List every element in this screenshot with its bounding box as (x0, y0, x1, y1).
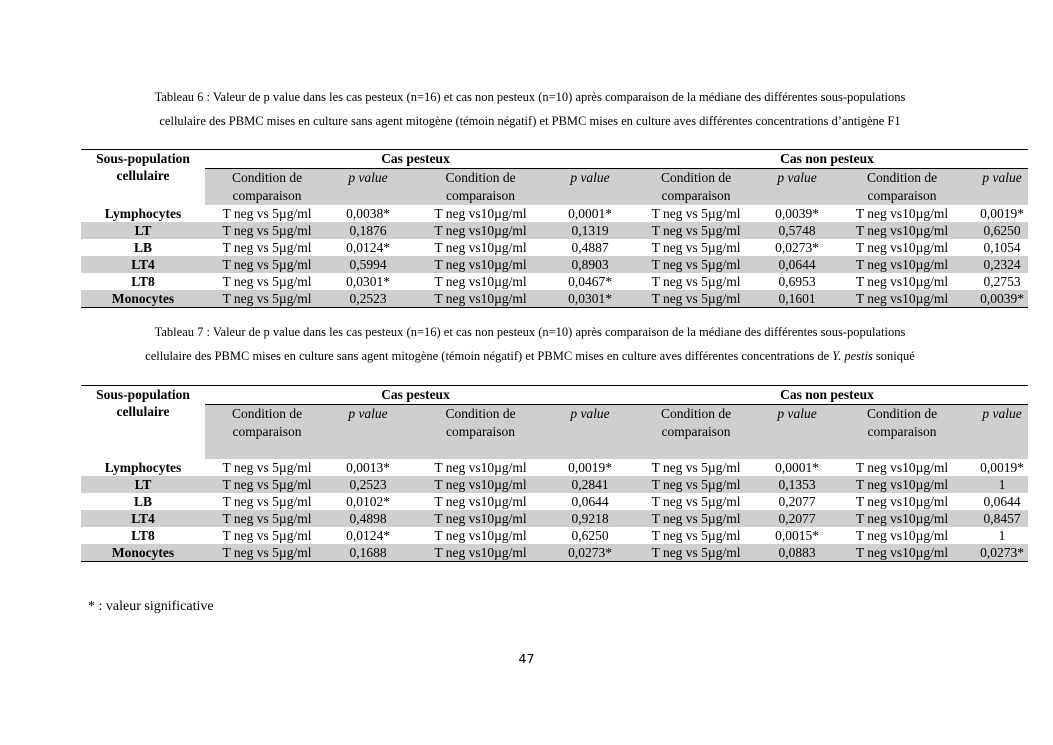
condition-cell: T neg vs10µg/ml (407, 256, 554, 273)
population-cell: Monocytes (81, 544, 205, 562)
pvalue-cell: 0,0273* (554, 544, 626, 562)
pvalue-cell: 0,0301* (346, 274, 390, 289)
condition-cell: T neg vs 5µg/ml (205, 510, 329, 527)
table-row (81, 205, 1028, 222)
pvalue-cell: 0,6250 (976, 222, 1028, 239)
table7-subheader-row (81, 405, 1028, 460)
condition-cell: T neg vs10µg/ml (434, 206, 527, 221)
condition-cell: T neg vs 5µg/ml (222, 494, 312, 509)
pvalue-cell: 0,1688 (329, 544, 407, 562)
condition-cell: T neg vs10µg/ml (855, 528, 949, 543)
pvalue-cell: 1 (976, 476, 1028, 493)
pvalue-cell: 0,0019* (980, 460, 1024, 475)
pvalue-cell: 0,2523 (329, 290, 407, 308)
pvalue-cell: 0,0102* (346, 494, 390, 509)
table6-condition-header: Condition de comparaison (626, 169, 766, 206)
table6-population-header: Sous-population cellulaire (96, 151, 190, 183)
table7-caption-line2: cellulaire des PBMC mises en culture sans agent mitogène (témoin négatif) et PBMC mises en culture aves différentes concentrations de Y. pestis soniqué (145, 349, 915, 363)
population-cell: Monocytes (81, 290, 205, 308)
table-row (81, 256, 1028, 273)
pvalue-cell: 0,0273* (775, 240, 819, 255)
population-cell: LT4 (81, 510, 205, 527)
condition-cell: T neg vs 5µg/ml (205, 544, 329, 562)
population-cell: LT (81, 222, 205, 239)
table7-condition-header: Condition de comparaison (407, 405, 554, 460)
pvalue-cell: 0,2077 (766, 510, 828, 527)
table-row (81, 510, 1028, 527)
table6-condition-header: Condition de comparaison (407, 169, 554, 206)
condition-cell: T neg vs 5µg/ml (222, 274, 312, 289)
pvalue-cell: 0,1054 (983, 240, 1021, 255)
pvalue-cell: 0,6250 (571, 528, 609, 543)
condition-cell: T neg vs 5µg/ml (205, 290, 329, 308)
condition-cell: T neg vs10µg/ml (434, 274, 527, 289)
condition-cell: T neg vs10µg/ml (855, 240, 949, 255)
table6-caption-line2: cellulaire des PBMC mises en culture sans agent mitogène (témoin négatif) et PBMC mises en culture aves différentes concentrations d’antigène F1 (159, 114, 901, 128)
table6-condition-header: Condition de comparaison (205, 169, 329, 206)
table6-pvalue-header: p value (554, 169, 626, 206)
condition-cell: T neg vs 5µg/ml (626, 510, 766, 527)
table-row (81, 493, 1028, 510)
condition-cell: T neg vs 5µg/ml (222, 528, 312, 543)
pvalue-cell: 0,1601 (766, 290, 828, 308)
pvalue-cell: 0,6953 (778, 274, 816, 289)
pvalue-cell: 0,2324 (976, 256, 1028, 273)
condition-cell: T neg vs 5µg/ml (651, 460, 741, 475)
condition-cell: T neg vs10µg/ml (407, 476, 554, 493)
condition-cell: T neg vs10µg/ml (828, 256, 976, 273)
condition-cell: T neg vs 5µg/ml (626, 476, 766, 493)
pvalue-cell: 0,0644 (983, 494, 1021, 509)
condition-cell: T neg vs10µg/ml (434, 240, 527, 255)
table6-group-cas-pesteux: Cas pesteux (205, 150, 626, 169)
condition-cell: T neg vs 5µg/ml (651, 206, 741, 221)
pvalue-cell: 0,5994 (329, 256, 407, 273)
condition-cell: T neg vs10µg/ml (828, 544, 976, 562)
pvalue-cell: 0,0001* (775, 460, 819, 475)
table7-condition-header: Condition de comparaison (205, 405, 329, 460)
condition-cell: T neg vs 5µg/ml (626, 290, 766, 308)
condition-cell: T neg vs 5µg/ml (651, 274, 741, 289)
condition-cell: T neg vs10µg/ml (407, 544, 554, 562)
table-row (81, 544, 1028, 562)
pvalue-cell: 0,0019* (980, 206, 1024, 221)
condition-cell: T neg vs 5µg/ml (626, 256, 766, 273)
table6-caption-line1: Tableau 6 : Valeur de p value dans les cas pesteux (n=16) et cas non pesteux (n=10) après comparaison de la médiane des différentes sous-populations (154, 90, 906, 104)
condition-cell: T neg vs 5µg/ml (205, 256, 329, 273)
condition-cell: T neg vs10µg/ml (407, 290, 554, 308)
condition-cell: T neg vs10µg/ml (855, 206, 949, 221)
table7-header-row (81, 386, 1028, 405)
condition-cell: T neg vs10µg/ml (828, 476, 976, 493)
condition-cell: T neg vs10µg/ml (855, 494, 949, 509)
table7 (81, 385, 1028, 562)
table7-population-header: Sous-population cellulaire (96, 387, 190, 419)
table6-caption (80, 85, 980, 133)
pvalue-cell: 0,4898 (329, 510, 407, 527)
pvalue-cell: 0,0467* (568, 274, 612, 289)
pvalue-cell: 0,1876 (329, 222, 407, 239)
table7-pvalue-header: p value (766, 405, 828, 460)
condition-cell: T neg vs10µg/ml (434, 460, 527, 475)
table-row (81, 459, 1028, 476)
condition-cell: T neg vs 5µg/ml (222, 240, 312, 255)
table6-condition-header: Condition de comparaison (828, 169, 976, 206)
table7-group-cas-non-pesteux: Cas non pesteux (626, 386, 1028, 405)
table7-condition-header: Condition de comparaison (626, 405, 766, 460)
table6-pvalue-header: p value (976, 169, 1028, 206)
pvalue-cell: 0,0124* (346, 528, 390, 543)
table7-condition-header: Condition de comparaison (828, 405, 976, 460)
pvalue-cell: 0,0644 (571, 494, 609, 509)
table7-pvalue-header: p value (329, 405, 407, 460)
population-cell: LT8 (131, 528, 155, 543)
table7-pvalue-header: p value (554, 405, 626, 460)
table6-group-cas-non-pesteux: Cas non pesteux (626, 150, 1028, 169)
pvalue-cell: 0,0001* (568, 206, 612, 221)
condition-cell: T neg vs10µg/ml (407, 222, 554, 239)
pvalue-cell: 0,0019* (568, 460, 612, 475)
table-row (81, 222, 1028, 239)
population-cell: LT8 (131, 274, 155, 289)
population-cell: Lymphocytes (104, 206, 182, 221)
population-cell: LB (133, 240, 152, 255)
condition-cell: T neg vs10µg/ml (828, 510, 976, 527)
pvalue-cell: 0,8903 (554, 256, 626, 273)
table6-pvalue-header: p value (329, 169, 407, 206)
condition-cell: T neg vs10µg/ml (855, 460, 949, 475)
table-row (81, 290, 1028, 308)
pvalue-cell: 0,0038* (346, 206, 390, 221)
pvalue-cell: 0,2841 (554, 476, 626, 493)
pvalue-cell: 0,0644 (766, 256, 828, 273)
pvalue-cell: 0,0301* (554, 290, 626, 308)
pvalue-cell: 0,2523 (329, 476, 407, 493)
pvalue-cell: 0,0273* (976, 544, 1028, 562)
condition-cell: T neg vs 5µg/ml (222, 460, 312, 475)
pvalue-cell: 0,2753 (983, 274, 1021, 289)
condition-cell: T neg vs10µg/ml (855, 274, 949, 289)
condition-cell: T neg vs 5µg/ml (222, 206, 312, 221)
condition-cell: T neg vs 5µg/ml (205, 222, 329, 239)
pvalue-cell: 0,0039* (775, 206, 819, 221)
population-cell: Lymphocytes (104, 460, 182, 475)
pvalue-cell: 0,0124* (346, 240, 390, 255)
condition-cell: T neg vs 5µg/ml (651, 240, 741, 255)
pvalue-cell: 0,4887 (571, 240, 609, 255)
condition-cell: T neg vs10µg/ml (434, 528, 527, 543)
page-number: 47 (518, 651, 535, 666)
table6-pvalue-header: p value (766, 169, 828, 206)
table-row (81, 273, 1028, 290)
pvalue-cell: 0,0039* (976, 290, 1028, 308)
table-row (81, 239, 1028, 256)
condition-cell: T neg vs 5µg/ml (205, 476, 329, 493)
table-row (81, 527, 1028, 544)
condition-cell: T neg vs 5µg/ml (626, 222, 766, 239)
pvalue-cell: 1 (998, 528, 1006, 543)
condition-cell: T neg vs10µg/ml (828, 222, 976, 239)
table7-group-cas-pesteux: Cas pesteux (205, 386, 626, 405)
pvalue-cell: 0,2077 (778, 494, 816, 509)
pvalue-cell: 0,1353 (766, 476, 828, 493)
condition-cell: T neg vs10µg/ml (434, 494, 527, 509)
condition-cell: T neg vs10µg/ml (828, 290, 976, 308)
table7-pvalue-header: p value (976, 405, 1028, 460)
table-row (81, 476, 1028, 493)
pvalue-cell: 0,5748 (766, 222, 828, 239)
condition-cell: T neg vs 5µg/ml (651, 528, 741, 543)
pvalue-cell: 0,0013* (346, 460, 390, 475)
footnote: * : valeur significative (88, 599, 214, 614)
pvalue-cell: 0,0015* (775, 528, 819, 543)
table7-caption (80, 320, 980, 368)
pvalue-cell: 0,1319 (554, 222, 626, 239)
table7-caption-line1: Tableau 7 : Valeur de p value dans les cas pesteux (n=16) et cas non pesteux (n=10) après comparaison de la médiane des différentes sous-populations (154, 325, 906, 339)
population-cell: LT4 (81, 256, 205, 273)
pvalue-cell: 0,0883 (766, 544, 828, 562)
condition-cell: T neg vs 5µg/ml (626, 544, 766, 562)
table6-header-row (81, 150, 1028, 169)
condition-cell: T neg vs 5µg/ml (651, 494, 741, 509)
pvalue-cell: 0,9218 (554, 510, 626, 527)
table6-subheader-row (81, 169, 1028, 206)
population-cell: LT (81, 476, 205, 493)
condition-cell: T neg vs10µg/ml (407, 510, 554, 527)
table6 (81, 149, 1028, 308)
species-name: Y. pestis (832, 349, 873, 363)
population-cell: LB (133, 494, 152, 509)
pvalue-cell: 0,8457 (976, 510, 1028, 527)
